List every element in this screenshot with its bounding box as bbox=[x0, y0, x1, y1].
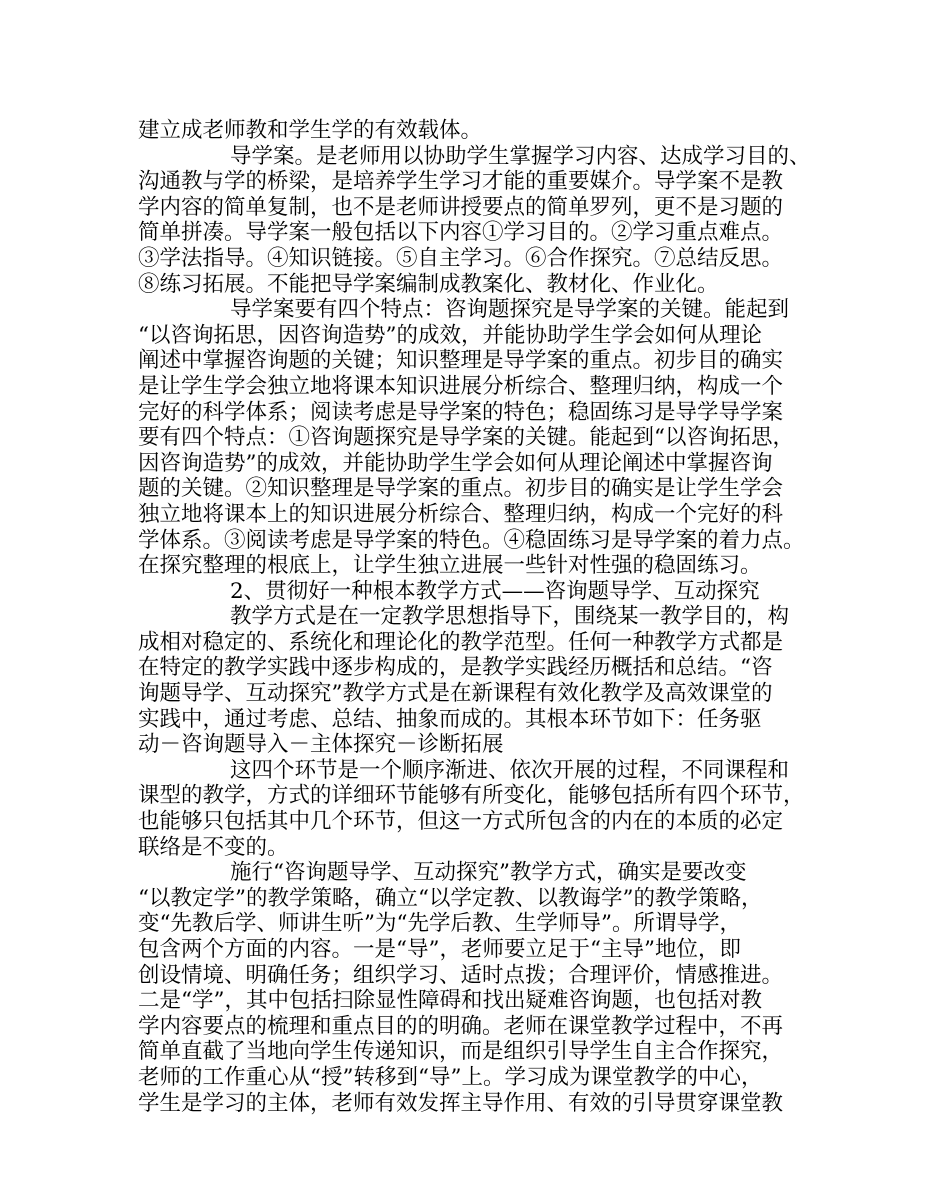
text-line: 沟通教与学的桥梁，是培养学生学习才能的重要媒介。导学案不是教 bbox=[138, 169, 784, 195]
text-line: 因咨询造势”的成效，并能协助学生学会如何从理论阐述中掌握咨询 bbox=[138, 450, 773, 476]
text-line: 简单拼凑。导学案一般包括以下内容①学习目的。②学习重点难点。 bbox=[138, 220, 784, 246]
text-line: 要有四个特点：①咨询题探究是导学案的关键。能起到“以咨询拓思， bbox=[138, 425, 794, 451]
text-line: 在探究整理的根底上，让学生独立进展一些针对性强的稳固练习。 bbox=[138, 553, 762, 579]
paragraph-first-line: 教学方式是在一定教学思想指导下，围绕某一教学目的，构 bbox=[230, 604, 790, 630]
text-line: ⑧练习拓展。不能把导学案编制成教案化、教材化、作业化。 bbox=[138, 271, 719, 297]
text-line: 学体系。③阅读考虑是导学案的特色。④稳固练习是导学案的着力点。 bbox=[138, 527, 805, 553]
text-line: 包含两个方面的内容。一是“导”，老师要立足于“主导”地位，即 bbox=[138, 937, 741, 962]
text-line: 在特定的教学实践中逐步构成的，是教学实践经历概括和总结。“咨 bbox=[138, 655, 773, 681]
text-line: 创设情境、明确任务；组织学习、适时点拨；合理评价，情感推进。 bbox=[138, 962, 784, 988]
text-line: “以咨询拓思，因咨询造势”的成效，并能协助学生学会如何从理论 bbox=[138, 322, 762, 348]
text-line: 询题导学、互动探究”教学方式是在新课程有效化教学及高效课堂的 bbox=[138, 681, 773, 707]
paragraph-first-line: 这四个环节是一个顺序渐进、依次开展的过程，不同课程和 bbox=[230, 757, 790, 783]
text-line: 是让学生学会独立地将课本知识进展分析综合、整理归纳，构成一个 bbox=[138, 373, 784, 399]
text-line: 实践中，通过考虑、总结、抽象而成的。其根本环节如下：任务驱 bbox=[138, 706, 762, 732]
section-heading: 2、贯彻好一种根本教学方式——咨询题导学、互动探究 bbox=[230, 578, 760, 604]
text-line: 也能够只包括其中几个环节，但这一方式所包含的内在的本质的必定 bbox=[138, 809, 784, 835]
text-line: 联络是不变的。 bbox=[138, 834, 289, 860]
document-body bbox=[138, 118, 820, 1116]
text-line: 学内容的简单复制，也不是老师讲授要点的简单罗列，更不是习题的 bbox=[138, 194, 784, 220]
text-line: 成相对稳定的、系统化和理论化的教学范型。任何一种教学方式都是 bbox=[138, 629, 784, 655]
text-line: 学生是学习的主体，老师有效发挥主导作用、有效的引导贯穿课堂教 bbox=[138, 1090, 784, 1116]
text-line: 老师的工作重心从“授”转移到“导”上。学习成为课堂教学的中心， bbox=[138, 1064, 763, 1090]
text-line: “以教定学”的教学策略，确立“以学定教、以教诲学”的教学策略， bbox=[138, 885, 763, 911]
text-line: 学内容要点的梳理和重点目的的明确。老师在课堂教学过程中，不再 bbox=[138, 1013, 784, 1039]
text-line: 二是“学”，其中包括扫除显性障碍和找出疑难咨询题，也包括对教 bbox=[138, 988, 762, 1014]
text-line: 题的关键。②知识整理是导学案的重点。初步目的确实是让学生学会 bbox=[138, 476, 784, 502]
text-line: 简单直截了当地向学生传递知识，而是组织引导学生自主合作探究， bbox=[138, 1039, 784, 1065]
text-line: 建立成老师教和学生学的有效载体。 bbox=[138, 118, 483, 143]
text-line: 阐述中掌握咨询题的关键；知识整理是导学案的重点。初步目的确实 bbox=[138, 348, 784, 374]
text-line: ③学法指导。④知识链接。⑤自主学习。⑥合作探究。⑦总结反思。 bbox=[138, 245, 784, 271]
text-line: 课型的教学，方式的详细环节能够有所变化，能够包括所有四个环节， bbox=[138, 783, 805, 809]
text-line: 动－咨询题导入－主体探究－诊断拓展 bbox=[138, 732, 504, 758]
paragraph-first-line: 导学案。是老师用以协助学生掌握学习内容、达成学习目的、 bbox=[230, 143, 811, 169]
text-line: 独立地将课本上的知识进展分析综合、整理归纳，构成一个完好的科 bbox=[138, 501, 784, 527]
text-line: 完好的科学体系；阅读考虑是导学案的特色；稳固练习是导学导学案 bbox=[138, 399, 784, 425]
paragraph-first-line: 导学案要有四个特点：咨询题探究是导学案的关键。能起到 bbox=[230, 297, 790, 323]
paragraph-first-line: 施行“咨询题导学、互动探究”教学方式，确实是要改变 bbox=[230, 860, 747, 886]
text-line: 变“先教后学、师讲生听”为“先学后教、生学师导”。所谓导学， bbox=[138, 911, 741, 937]
